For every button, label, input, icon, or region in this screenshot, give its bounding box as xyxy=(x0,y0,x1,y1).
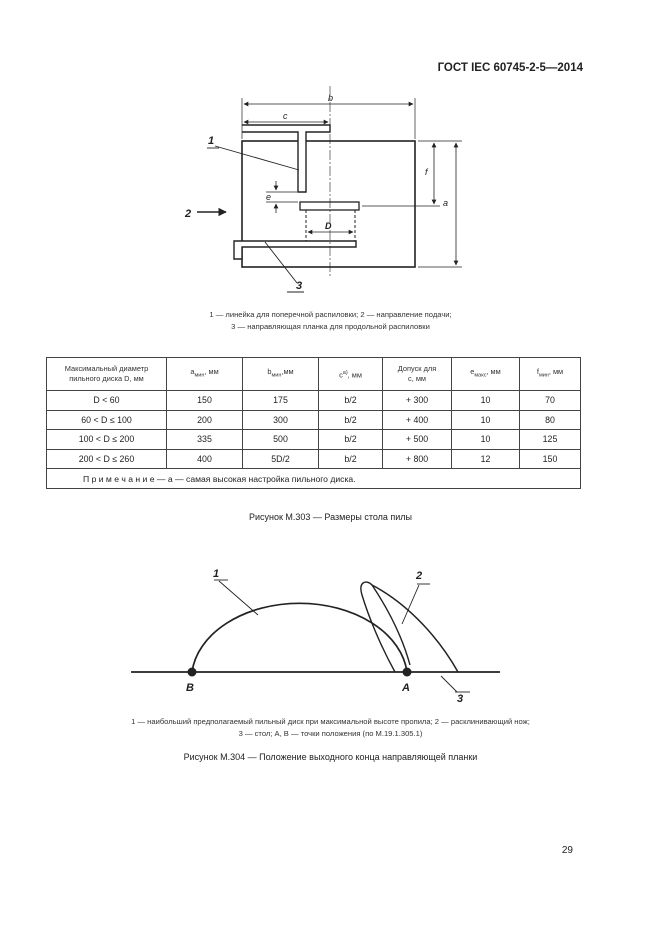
document-header: ГОСТ IEC 60745-2-5—2014 xyxy=(437,62,583,74)
table-note: П р и м е ч а н и е — a — самая высокая настройка пильного диска. xyxy=(47,469,581,489)
outer-arc xyxy=(372,585,458,672)
saw-blade-arc xyxy=(192,603,407,672)
cell-tolerance: + 300 xyxy=(383,391,452,411)
legend-line: 1 — наибольший предполагаемый пильный диск при максимальной высоте пропила; 2 — расклинивающий нож; xyxy=(131,717,530,726)
table-header-row xyxy=(47,358,581,391)
label-2: 2 xyxy=(416,570,423,582)
header-max-diameter: Максимальный диаметр пильного диска D, мм xyxy=(47,358,167,391)
header-c: $c^{a)}$, мм xyxy=(319,358,383,391)
table-row xyxy=(47,391,581,411)
label-c: c xyxy=(283,111,288,121)
cell-e: 10 xyxy=(452,410,520,430)
figure-m303-drawing xyxy=(0,0,661,300)
label-d: D xyxy=(325,221,332,231)
figure-m303-legend xyxy=(0,309,661,333)
crosscut-fence xyxy=(242,125,330,192)
cell-b: 500 xyxy=(243,430,319,450)
cell-diameter: 60 < D ≤ 100 xyxy=(47,410,167,430)
rip-fence xyxy=(234,241,356,259)
legend-line: 1 — линейка для поперечной распиловки; 2 — направление подачи; xyxy=(209,310,452,319)
blade-slot xyxy=(300,202,359,210)
cell-f: 70 xyxy=(520,391,581,411)
label-b: b xyxy=(328,93,334,103)
figure-m304-drawing xyxy=(0,555,661,705)
label-1: 1 xyxy=(213,568,220,580)
cell-tolerance: + 500 xyxy=(383,430,452,450)
cell-b: 175 xyxy=(243,391,319,411)
cell-c: b/2 xyxy=(319,430,383,450)
label-f: f xyxy=(425,167,428,177)
cell-c: b/2 xyxy=(319,391,383,411)
point-a-marker xyxy=(403,668,412,677)
table-row xyxy=(47,410,581,430)
table-note-row xyxy=(47,469,581,489)
cell-diameter: D < 60 xyxy=(47,391,167,411)
figure-m304-title: Рисунок М.304 — Положение выходного конца направляющей планки xyxy=(183,752,478,762)
figure-m303-title: Рисунок М.303 — Размеры стола пилы xyxy=(248,512,413,522)
header-e-max: $e_{макс}$, мм xyxy=(452,358,520,391)
cell-a: 335 xyxy=(167,430,243,450)
cell-b: 300 xyxy=(243,410,319,430)
table-row xyxy=(47,430,581,450)
label-e: e xyxy=(266,192,272,202)
label-3: 3 xyxy=(457,693,464,705)
cell-a: 200 xyxy=(167,410,243,430)
label-a: a xyxy=(443,198,449,208)
cell-f: 125 xyxy=(520,430,581,450)
cell-tolerance: + 800 xyxy=(383,449,452,469)
label-3: 3 xyxy=(296,280,303,292)
legend-line: 3 — стол; A, B — точки положения (по М.19.1.305.1) xyxy=(238,729,423,738)
cell-a: 150 xyxy=(167,391,243,411)
label-b: B xyxy=(186,682,194,694)
table-row xyxy=(47,449,581,469)
header-a-min: $a_{мин}$, мм xyxy=(167,358,243,391)
cell-e: 12 xyxy=(452,449,520,469)
label-1: 1 xyxy=(208,135,215,147)
label-a: A xyxy=(402,682,410,694)
cell-tolerance: + 400 xyxy=(383,410,452,430)
header-b-min: $b_{мин},мм$ xyxy=(243,358,319,391)
cell-c: b/2 xyxy=(319,449,383,469)
header-f-min: $f_{мин}$, мм xyxy=(520,358,581,391)
cell-f: 150 xyxy=(520,449,581,469)
cell-diameter: 200 < D ≤ 260 xyxy=(47,449,167,469)
dimensions-table xyxy=(46,357,581,489)
label-2: 2 xyxy=(185,208,192,220)
cell-diameter: 100 < D ≤ 200 xyxy=(47,430,167,450)
page-number: 29 xyxy=(561,845,573,856)
point-b-marker xyxy=(188,668,197,677)
cell-b: 5D/2 xyxy=(243,449,319,469)
table-outline xyxy=(242,141,415,267)
cell-e: 10 xyxy=(452,391,520,411)
cell-a: 400 xyxy=(167,449,243,469)
header-tolerance: Допуск для с, мм xyxy=(383,358,452,391)
legend-line: 3 — направляющая планка для продольной распиловки xyxy=(231,322,430,331)
cell-f: 80 xyxy=(520,410,581,430)
cell-e: 10 xyxy=(452,430,520,450)
figure-m304-legend xyxy=(0,716,661,740)
cell-c: b/2 xyxy=(319,410,383,430)
